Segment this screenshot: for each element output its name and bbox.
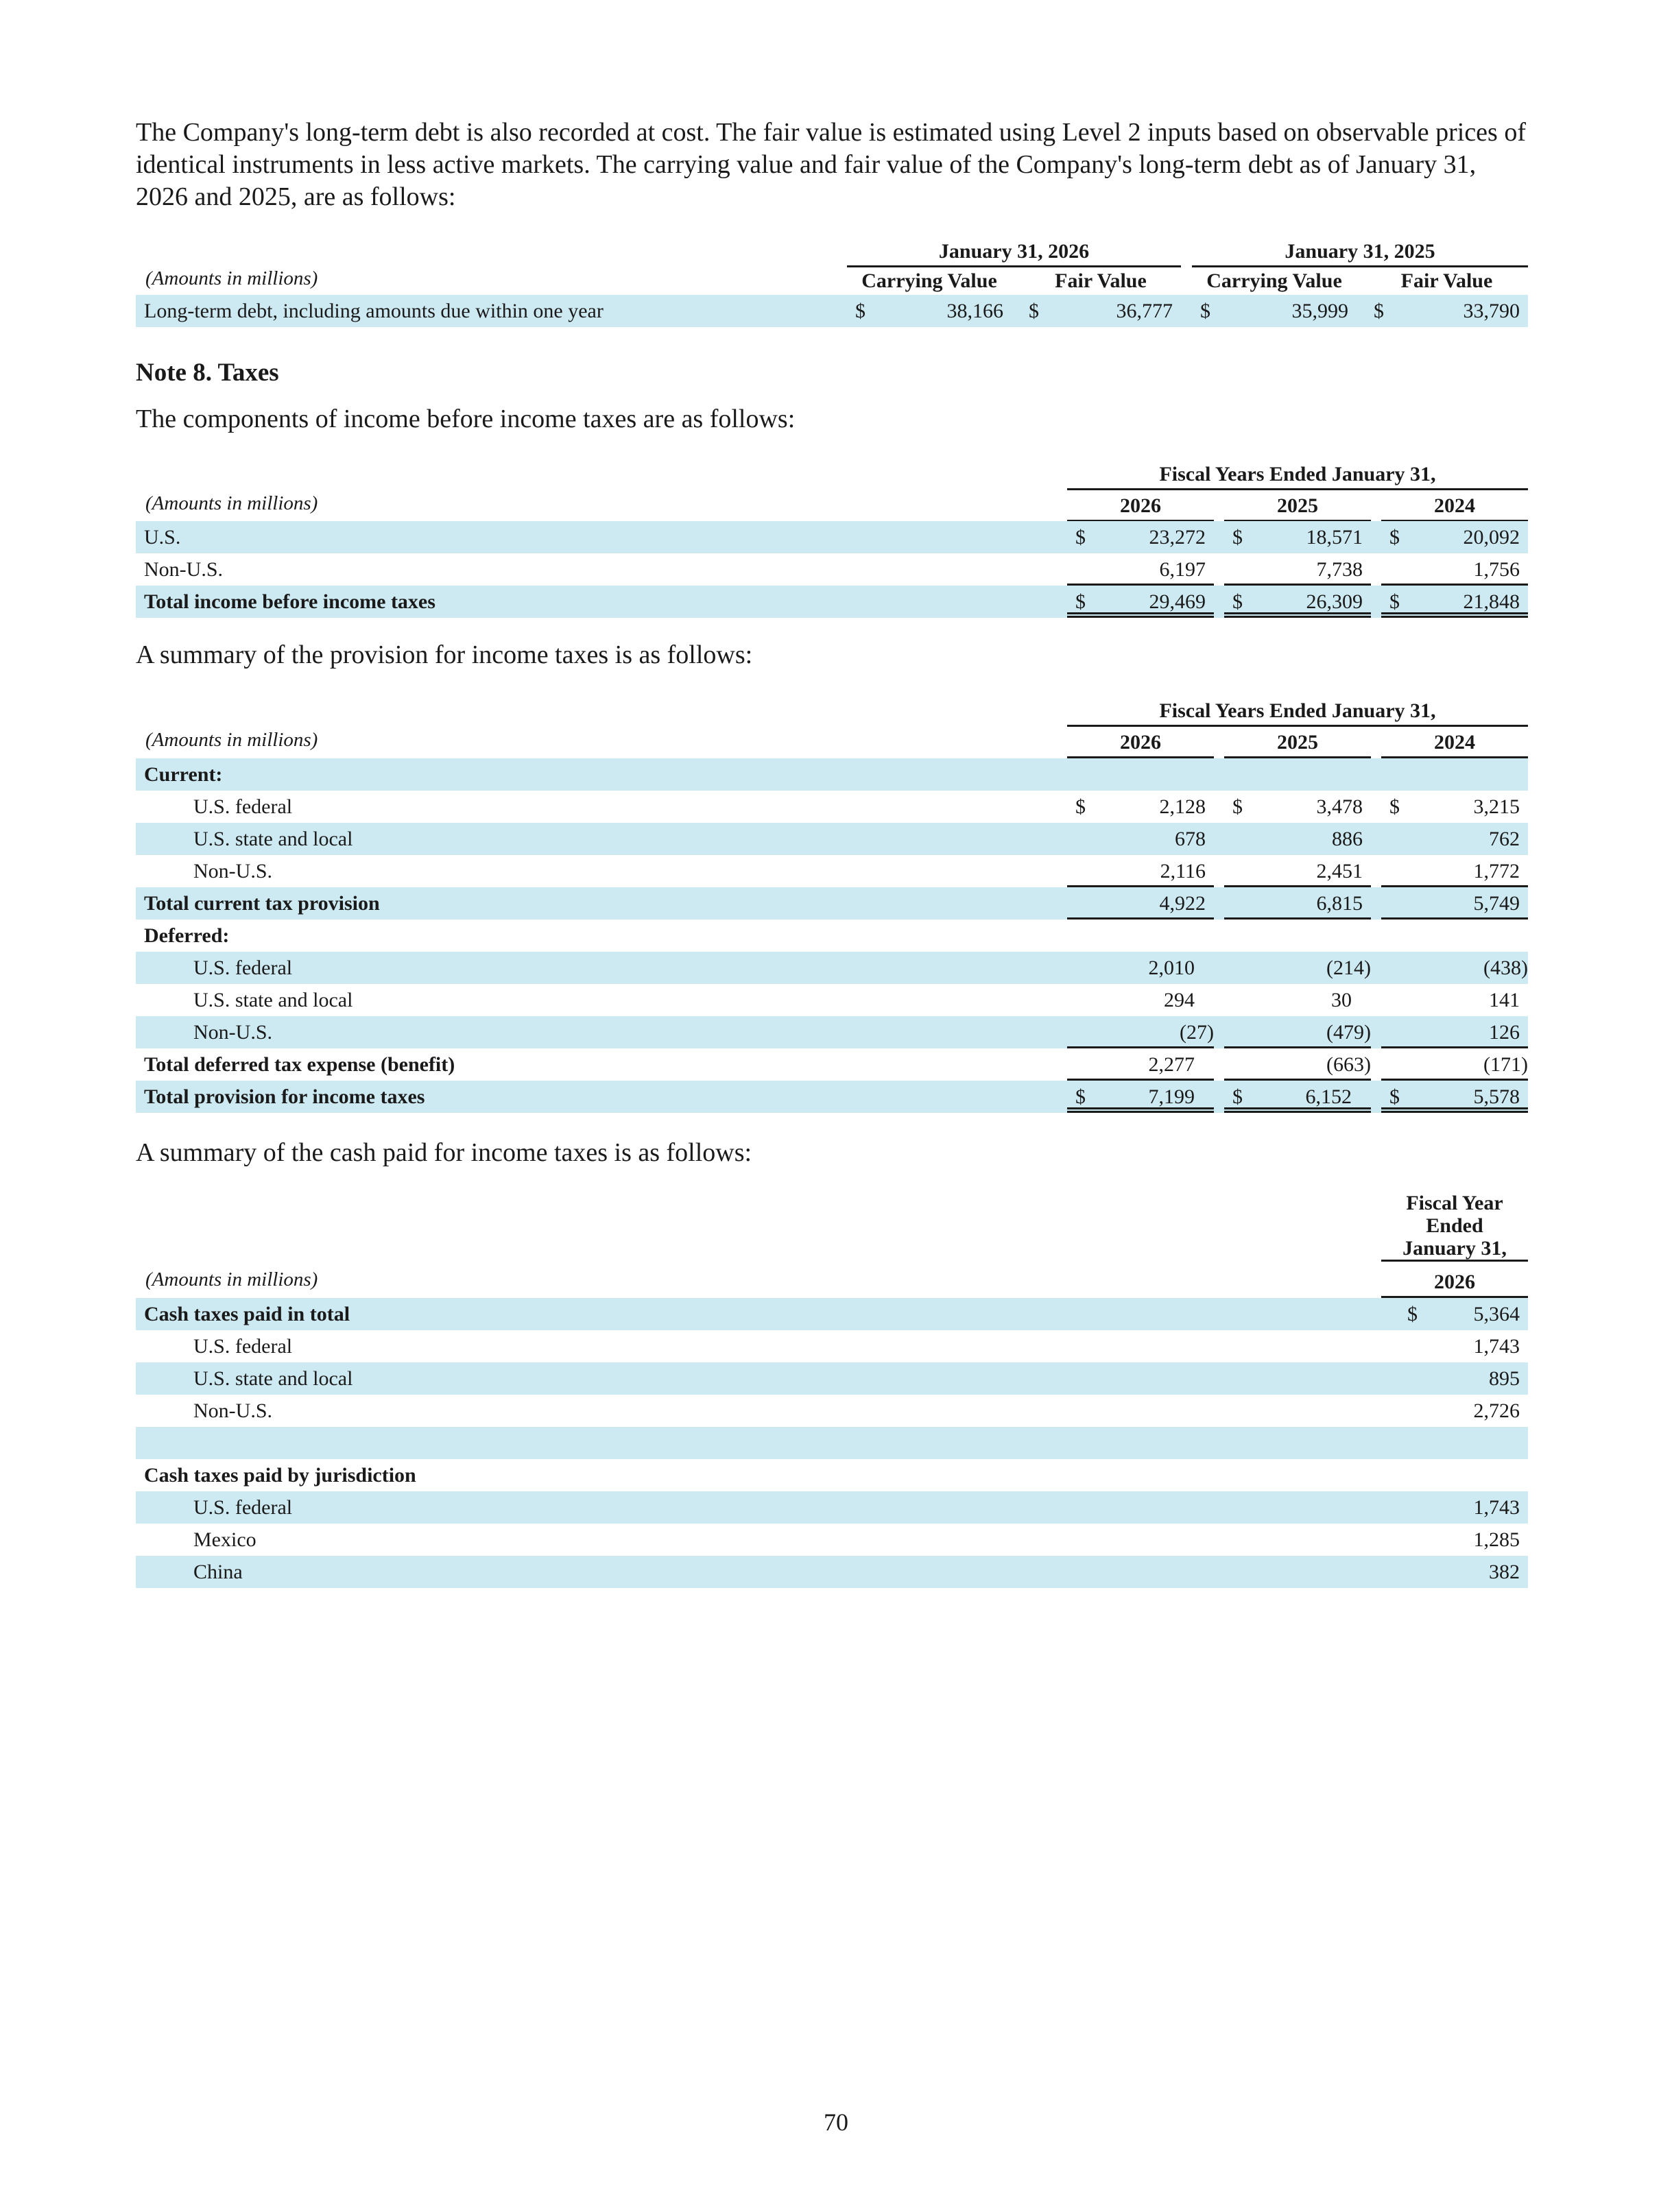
- row-label: Total current tax provision: [144, 892, 380, 915]
- value-cell: 6,197: [1067, 553, 1214, 586]
- value-cell: 2,726: [1473, 1399, 1520, 1422]
- value-cell: $ 33,790: [1374, 300, 1520, 322]
- table-row-spacer: [136, 1427, 1528, 1459]
- value-cell: 7,738: [1224, 553, 1371, 586]
- value-cell: $ 6,152: [1224, 1081, 1371, 1113]
- value-cell: $ 29,469: [1067, 586, 1214, 618]
- value-cell: 5,749: [1381, 887, 1528, 919]
- section-row-jurisdiction: [136, 1459, 1528, 1491]
- table-row-total-current: [136, 887, 1528, 919]
- row-label: Current:: [144, 763, 223, 786]
- value-cell: 4,922: [1067, 887, 1214, 919]
- value-cell: 1,743: [1473, 1496, 1520, 1519]
- value-cell: 886: [1332, 828, 1363, 850]
- value-cell: (438): [1483, 957, 1528, 979]
- cash-year-2026: 2026: [1381, 1269, 1528, 1298]
- table-row: [136, 823, 1528, 855]
- value-cell: 678: [1175, 828, 1206, 850]
- income-group-header: Fiscal Years Ended January 31,: [1067, 461, 1528, 490]
- value-cell: 1,772: [1381, 855, 1528, 887]
- row-label: U.S. state and local: [193, 989, 353, 1011]
- value-cell: $ 5,364: [1407, 1303, 1520, 1325]
- row-label: Non-U.S.: [144, 558, 224, 581]
- row-label: U.S. state and local: [193, 1367, 353, 1390]
- provision-intro: A summary of the provision for income taxes is as follows:: [136, 640, 753, 669]
- provision-group-header: Fiscal Years Ended January 31,: [1067, 697, 1528, 727]
- value-cell: $ 7,199: [1067, 1081, 1214, 1113]
- value-cell: 126: [1381, 1016, 1528, 1048]
- value-cell: 141: [1489, 989, 1520, 1011]
- table-row: [136, 855, 1528, 887]
- value-cell: (214): [1326, 957, 1371, 979]
- row-label: Total income before income taxes: [144, 590, 435, 613]
- provision-year-2025: 2025: [1224, 729, 1371, 758]
- value-cell: $ 23,272: [1075, 526, 1206, 549]
- row-label: U.S. state and local: [193, 828, 353, 850]
- value-cell: 30: [1331, 989, 1352, 1011]
- value-cell: 2,116: [1067, 855, 1214, 887]
- table-row: [136, 521, 1528, 553]
- table-row: [136, 553, 1528, 586]
- value-cell: $ 18,571: [1232, 526, 1363, 549]
- row-label: Deferred:: [144, 924, 230, 947]
- value-cell: $ 26,309: [1224, 586, 1371, 618]
- income-year-2025: 2025: [1224, 492, 1371, 522]
- row-label: Cash taxes paid by jurisdiction: [144, 1464, 416, 1487]
- table-row: [136, 952, 1528, 984]
- row-label: Total deferred tax expense (benefit): [144, 1053, 455, 1076]
- cash-header: Fiscal Year Ended January 31,: [1381, 1192, 1528, 1262]
- value-cell: 762: [1489, 828, 1520, 850]
- row-label: U.S. federal: [193, 1335, 293, 1358]
- value-cell: $ 5,578: [1381, 1081, 1528, 1113]
- components-intro: The components of income before income taxes are as follows:: [136, 405, 796, 433]
- table-row: [136, 1330, 1528, 1362]
- note-heading: Note 8. Taxes: [136, 359, 279, 387]
- value-cell: 895: [1489, 1367, 1520, 1390]
- value-cell: 1,743: [1473, 1335, 1520, 1358]
- table-row: [136, 1491, 1528, 1524]
- table-row: [136, 1395, 1528, 1427]
- debt-col-carrying-2026: Carrying Value: [847, 267, 1012, 297]
- table-row: [136, 295, 1528, 327]
- debt-col-carrying-2025: Carrying Value: [1192, 267, 1357, 297]
- table-row: [136, 1362, 1528, 1395]
- value-cell: (663): [1224, 1048, 1371, 1081]
- intro-paragraph: The Company's long-term debt is also recorded at cost. The fair value is estimated using Level 2 inputs based on observable prices of identical instruments in less active markets. The carrying value and fair value of the Company's long-term debt as of January 31, 2026 and 2025, are as follows:: [136, 118, 1526, 211]
- value-cell: $ 20,092: [1389, 526, 1520, 549]
- debt-group-2026: January 31, 2026: [847, 238, 1181, 267]
- provision-amounts-label: (Amounts in millions): [145, 729, 318, 751]
- income-year-2026: 2026: [1067, 492, 1214, 522]
- value-cell: (479): [1224, 1016, 1371, 1048]
- row-label: U.S. federal: [193, 1496, 293, 1519]
- provision-year-2024: 2024: [1381, 729, 1528, 758]
- value-cell: $ 3,215: [1389, 795, 1520, 818]
- table-row-total-deferred: [136, 1048, 1528, 1081]
- value-cell: $ 21,848: [1381, 586, 1528, 618]
- income-year-2024: 2024: [1381, 492, 1528, 522]
- debt-amounts-label: (Amounts in millions): [145, 267, 318, 289]
- provision-year-2026: 2026: [1067, 729, 1214, 758]
- page-number: 70: [824, 2108, 848, 2136]
- table-row: [136, 791, 1528, 823]
- table-row: [136, 1556, 1528, 1588]
- value-cell: $ 36,777: [1029, 300, 1173, 322]
- table-row: [136, 1524, 1528, 1556]
- value-cell: $ 35,999: [1200, 300, 1348, 322]
- row-label: U.S. federal: [193, 795, 293, 818]
- value-cell: $ 2,128: [1075, 795, 1206, 818]
- section-row-current: [136, 758, 1528, 791]
- row-label: Non-U.S.: [193, 860, 273, 882]
- value-cell: 1,756: [1381, 553, 1528, 586]
- value-cell: $ 3,478: [1232, 795, 1363, 818]
- row-label: Long-term debt, including amounts due within one year: [144, 300, 604, 322]
- value-cell: 2,451: [1224, 855, 1371, 887]
- debt-col-fair-2025: Fair Value: [1365, 267, 1528, 297]
- table-row: [136, 1016, 1528, 1048]
- row-label: Mexico: [193, 1528, 256, 1551]
- table-row-cash-total: [136, 1298, 1528, 1330]
- value-cell: (27): [1067, 1016, 1214, 1048]
- table-row: [136, 984, 1528, 1016]
- debt-group-2025: January 31, 2025: [1192, 238, 1528, 267]
- table-row-total-provision: [136, 1081, 1528, 1113]
- cash-intro: A summary of the cash paid for income taxes is as follows:: [136, 1138, 752, 1167]
- cash-amounts-label: (Amounts in millions): [145, 1269, 318, 1290]
- value-cell: (171): [1381, 1048, 1528, 1081]
- row-label: Total provision for income taxes: [144, 1085, 425, 1108]
- value-cell: $ 38,166: [855, 300, 1003, 322]
- row-label: U.S. federal: [193, 957, 293, 979]
- value-cell: 6,815: [1224, 887, 1371, 919]
- debt-col-fair-2026: Fair Value: [1020, 267, 1181, 297]
- value-cell: 2,277: [1067, 1048, 1214, 1081]
- value-cell: 382: [1489, 1561, 1520, 1583]
- income-amounts-label: (Amounts in millions): [145, 492, 318, 514]
- value-cell: 294: [1164, 989, 1195, 1011]
- row-label: U.S.: [144, 526, 181, 549]
- table-row: [136, 586, 1528, 618]
- row-label: Non-U.S.: [193, 1021, 273, 1044]
- value-cell: 1,285: [1473, 1528, 1520, 1551]
- value-cell: 2,010: [1148, 957, 1195, 979]
- row-label: Non-U.S.: [193, 1399, 273, 1422]
- row-label: Cash taxes paid in total: [144, 1303, 350, 1325]
- section-row-deferred: [136, 919, 1528, 952]
- row-label: China: [193, 1561, 243, 1583]
